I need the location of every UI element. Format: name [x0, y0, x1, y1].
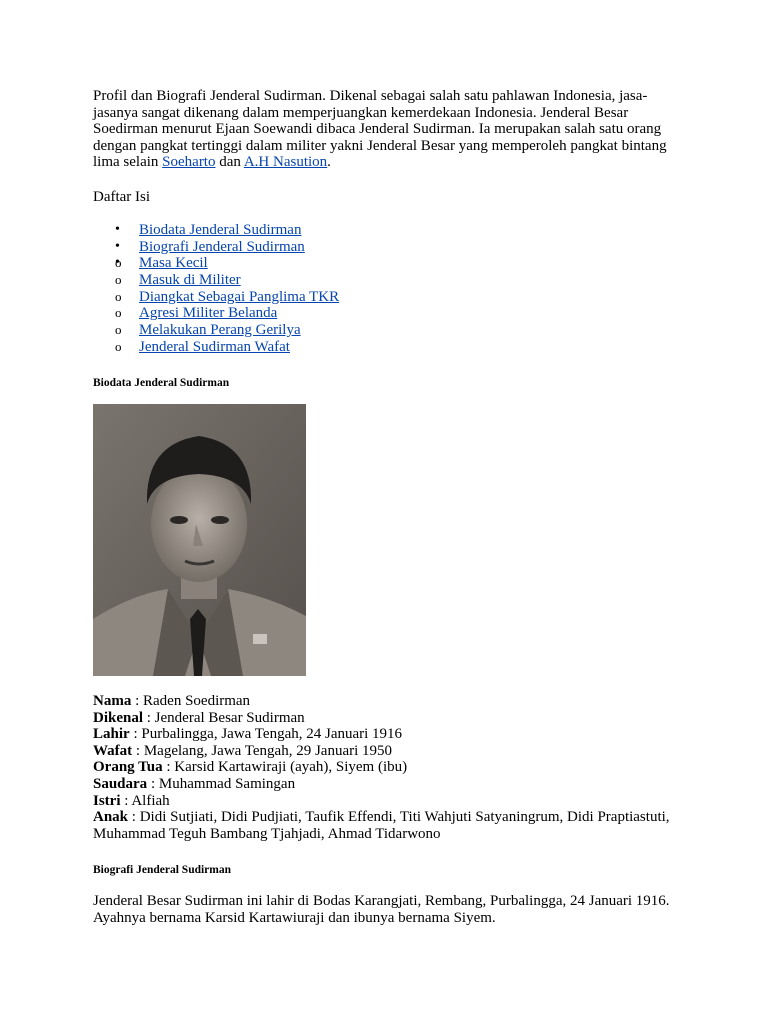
- biodata-list: [93, 693, 693, 842]
- bio-row-saudara: [93, 776, 693, 793]
- portrait-photo-icon: [93, 404, 306, 676]
- intro-text-middle: dan: [215, 154, 244, 171]
- bio-label: Istri: [93, 792, 121, 809]
- bio-label: Saudara: [93, 775, 148, 792]
- bio-label: Anak: [93, 809, 129, 826]
- bio-value: : Raden Soedirman: [131, 693, 251, 709]
- biografi-heading: Biografi Jenderal Sudirman: [93, 864, 232, 876]
- bio-row-lahir: [93, 726, 693, 743]
- bio-row-dikenal: [93, 710, 693, 727]
- bio-row-wafat: [93, 743, 693, 760]
- toc-link-wafat[interactable]: Jenderal Sudirman Wafat: [139, 338, 290, 355]
- toc-link-masa-kecil[interactable]: Masa Kecil: [139, 255, 208, 272]
- toc-title: Daftar Isi: [93, 189, 151, 205]
- bio-value: : Didi Sutjiati, Didi Pudjiati, Taufik Effendi, Titi Wahjuti Satyaningrum, Didi Praptiastuti, Muhammad Teguh Bambang Tjahjadi, Ahmad Tidarwono: [93, 809, 670, 842]
- toc-link-masuk-militer[interactable]: Masuk di Militer: [139, 272, 241, 289]
- toc-link-agresi-militer[interactable]: Agresi Militer Belanda: [139, 305, 278, 322]
- toc-sublist-container: [93, 255, 339, 355]
- table-of-contents: [93, 222, 339, 356]
- intro-paragraph: [93, 88, 683, 171]
- bio-label: Lahir: [93, 726, 130, 743]
- bio-row-orang-tua: [93, 759, 693, 776]
- toc-link-perang-gerilya[interactable]: Melakukan Perang Gerilya: [139, 322, 301, 339]
- bio-row-nama: [93, 693, 693, 710]
- link-ah-nasution[interactable]: A.H Nasution: [243, 154, 328, 171]
- biografi-paragraph: Jenderal Besar Sudirman ini lahir di Bodas Karangjati, Rembang, Purbalingga, 24 Januari 1916. Ayahnya bernama Karsid Kartawiuraji dan ibunya bernama Siyem.: [93, 893, 670, 926]
- portrait-photo: [93, 404, 306, 676]
- bio-label: Dikenal: [93, 709, 144, 726]
- bio-value: : Magelang, Jawa Tengah, 29 Januari 1950: [132, 742, 393, 759]
- bio-row-anak: [93, 809, 693, 842]
- bio-value: : Jenderal Besar Sudirman: [143, 709, 305, 726]
- bio-label: Wafat: [93, 742, 133, 759]
- toc-link-biodata[interactable]: Biodata Jenderal Sudirman: [139, 222, 302, 238]
- toc-sublist: [93, 255, 339, 355]
- toc-subitem: [47, 339, 339, 356]
- bio-label: Nama: [93, 693, 132, 709]
- link-soeharto[interactable]: Soeharto: [162, 154, 216, 171]
- toc-link-panglima-tkr[interactable]: Diangkat Sebagai Panglima TKR: [139, 288, 340, 305]
- toc-subitem: [47, 255, 339, 272]
- toc-subitem: [47, 305, 339, 322]
- toc-subitem: [47, 322, 339, 339]
- bio-row-istri: [93, 793, 693, 810]
- toc-subitem: [47, 289, 339, 306]
- toc-item: [93, 239, 339, 256]
- toc-link-biografi[interactable]: Biografi Jenderal Sudirman: [139, 238, 305, 255]
- bio-label: Orang Tua: [93, 759, 163, 776]
- intro-text-end: .: [327, 154, 331, 171]
- bio-value: : Muhammad Samingan: [147, 775, 296, 792]
- biodata-heading: Biodata Jenderal Sudirman: [93, 377, 230, 389]
- bio-value: : Alfiah: [120, 792, 170, 809]
- toc-item: [93, 222, 339, 239]
- bio-value: : Purbalingga, Jawa Tengah, 24 Januari 1916: [129, 726, 403, 743]
- bio-value: : Karsid Kartawiraji (ayah), Siyem (ibu): [162, 759, 408, 776]
- intro-text: Profil dan Biografi Jenderal Sudirman. Dikenal sebagai salah satu pahlawan Indonesia, jasa-jasanya sangat dikenang dalam memperjuangkan kemerdekaan Indonesia. Jenderal Besar Soedirman menurut Ejaan Soewandi dibaca Jenderal Sudirman. Ia merupakan salah satu orang dengan pangkat tertinggi dalam militer yakni Jenderal Besar yang memperoleh pangkat bintang lima selain: [93, 88, 667, 171]
- toc-subitem: [47, 272, 339, 289]
